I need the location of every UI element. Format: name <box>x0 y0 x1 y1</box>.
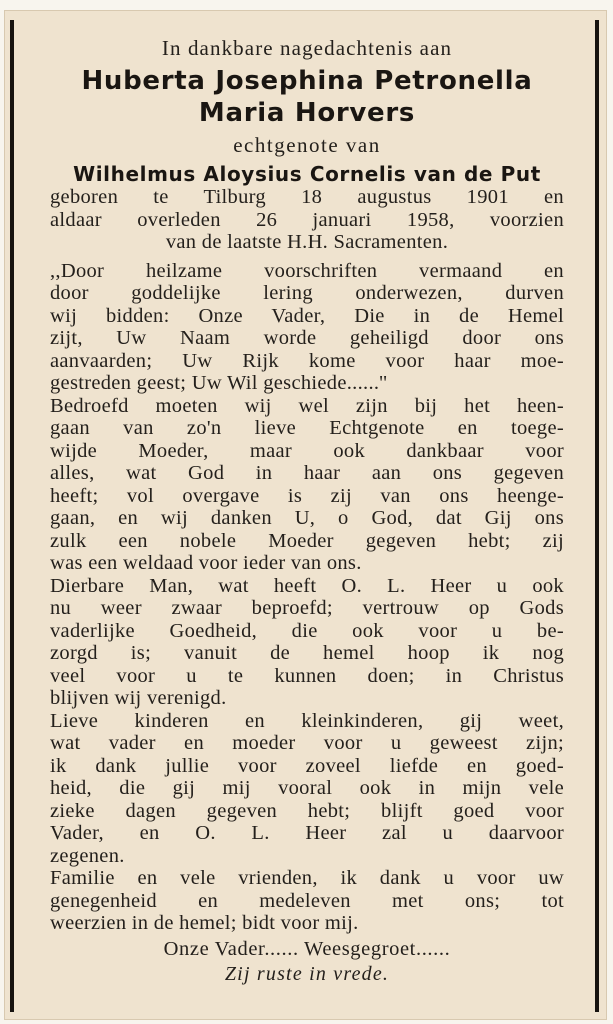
closing-line: Zij ruste in vrede. <box>224 962 390 985</box>
text-line: genegenheid en medeleven met ons; tot <box>50 889 564 912</box>
text-line: gaan, en wij danken U, o God, dat Gij ons <box>50 507 564 529</box>
spouse-intro: echtgenote van <box>233 133 381 157</box>
text-line: zijt, Uw Naam worde geheiligd door ons <box>50 327 564 349</box>
text-line: alles, wat God in haar aan ons gegeven <box>50 462 564 484</box>
memorial-text <box>50 260 564 935</box>
text-line: wij bidden: Onze Vader, Die in de Hemel <box>50 304 564 327</box>
text-line: zieke dagen gegeven hebt; blijft goed voor <box>50 799 564 822</box>
text-line: gestreden geest; Uw Wil geschiede......'' <box>50 372 388 394</box>
text-line: weerzien in de hemel; bidt voor mij. <box>50 912 359 934</box>
text-line: veel voor u te kunnen doen; in Christus <box>50 664 564 687</box>
deceased-name-line2: Maria Horvers <box>198 98 416 128</box>
text-line: Familie en vele vrienden, ik dank u voor uw <box>50 867 564 889</box>
text-line: aanvaarden; Uw Rijk kome voor haar moe- <box>50 349 564 372</box>
dates-block <box>50 186 564 254</box>
text-line: wat vader en moeder voor u geweest zijn; <box>50 732 564 754</box>
text-line: Dierbare Man, wat heeft O. L. Heer u ook <box>50 574 564 597</box>
text-line: Bedroefd moeten wij wel zijn bij het heen- <box>50 394 564 417</box>
intro-line: In dankbare nagedachtenis aan <box>161 36 453 60</box>
dates-line: aldaar overleden 26 januari 1958, voorzien <box>50 208 564 231</box>
text-line: heid, die gij mij vooral ook in mijn vele <box>50 777 564 799</box>
text-line: heeft; vol overgave is zij van ons heenge- <box>50 484 564 507</box>
dates-line: van de laatste H.H. Sacramenten. <box>165 231 449 253</box>
text-line: blijven wij verenigd. <box>50 687 227 709</box>
text-line: wijde Moeder, maar ook dankbaar voor <box>50 439 564 462</box>
text-line: door goddelijke lering onderwezen, durven <box>50 282 564 304</box>
deceased-name-line1: Huberta Josephina Petronella <box>81 66 533 96</box>
text-line: zorgd is; vanuit de hemel hoop ik nog <box>50 642 564 664</box>
text-line: zulk een nobele Moeder gegeven hebt; zij <box>50 529 564 552</box>
text-line: ,,Door heilzame voorschriften vermaand en <box>50 259 564 282</box>
dates-line: geboren te Tilburg 18 augustus 1901 en <box>50 186 564 208</box>
text-line: Lieve kinderen en kleinkinderen, gij weet, <box>50 709 564 732</box>
text-line: Vader, en O. L. Heer zal u daarvoor <box>50 822 564 844</box>
text-line: was een weldaad voor ieder van ons. <box>50 552 362 574</box>
text-line: nu weer zwaar beproefd; vertrouw op Gods <box>50 597 564 619</box>
spouse-name: Wilhelmus Aloysius Cornelis van de Put <box>73 162 541 186</box>
text-line: vaderlijke Goedheid, die ook voor u be- <box>50 619 564 642</box>
text-line: ik dank jullie voor zoveel liefde en goed- <box>50 754 564 777</box>
card-content <box>50 26 564 986</box>
text-line: gaan van zo'n lieve Echtgenote en toege- <box>50 417 564 439</box>
text-line: zegenen. <box>50 844 125 867</box>
prayer-line: Onze Vader...... Weesgegroet...... <box>163 937 451 960</box>
